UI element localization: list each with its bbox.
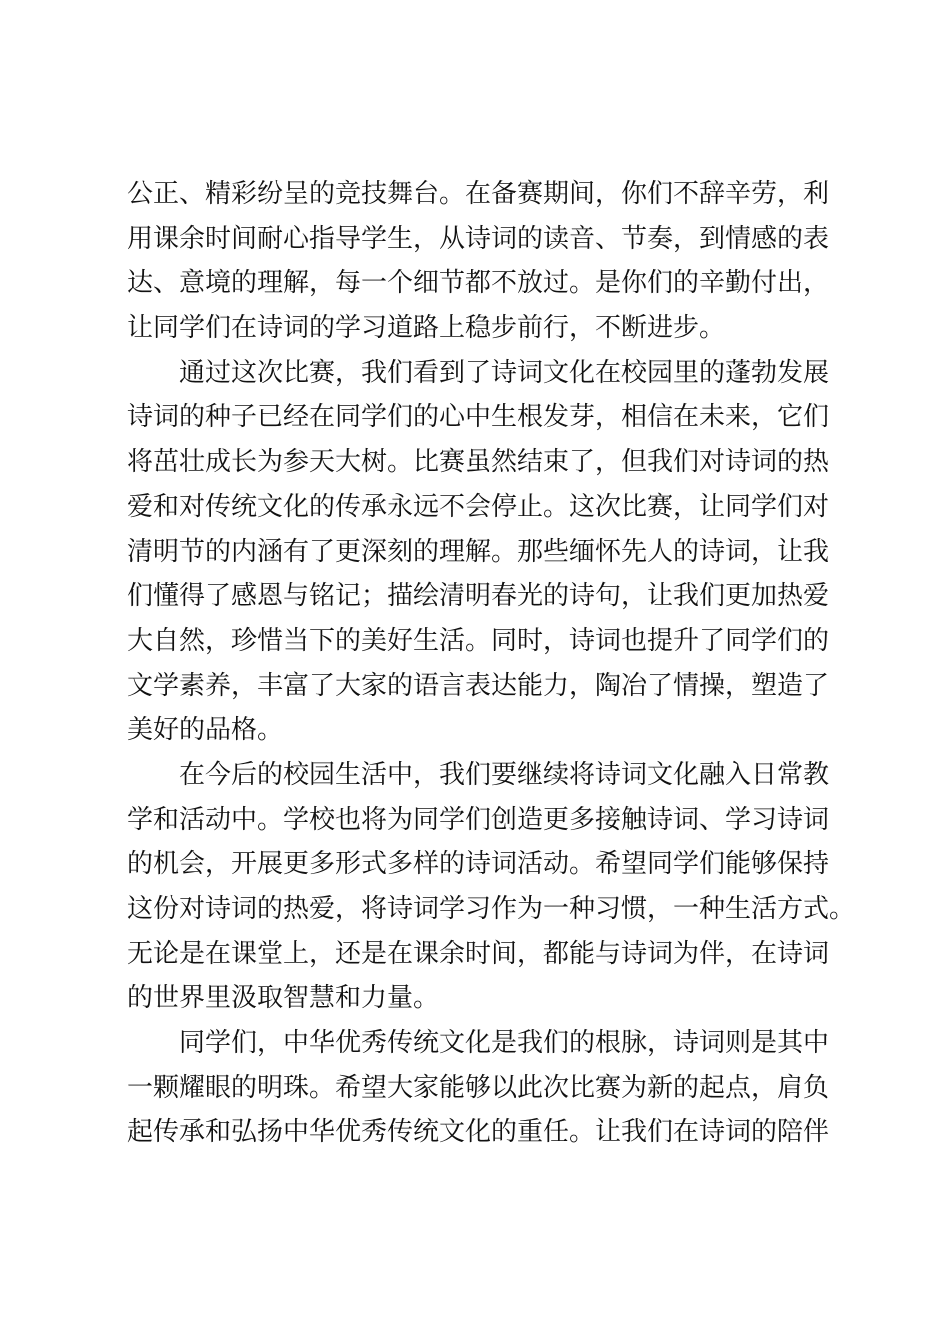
text-line: 通过这次比赛，我们看到了诗词文化在校园里的蓬勃发展 <box>179 357 830 388</box>
text-line: 起传承和弘扬中华优秀传统文化的重任。让我们在诗词的陪伴 <box>127 1117 830 1148</box>
text-line: 文学素养，丰富了大家的语言表达能力，陶冶了情操，塑造了 <box>127 670 830 701</box>
paragraph <box>127 753 856 1021</box>
text-line: 大自然，珍惜当下的美好生活。同时，诗词也提升了同学们的 <box>127 625 830 656</box>
text-line: 诗词的种子已经在同学们的心中生根发芽，相信在未来，它们 <box>127 402 830 433</box>
text-line: 用课余时间耐心指导学生，从诗词的读音、节奏，到情感的表 <box>127 223 830 254</box>
text-line: 让同学们在诗词的学习道路上稳步前行，不断进步。 <box>127 313 726 344</box>
document-body <box>127 172 856 1155</box>
paragraph <box>127 1021 837 1155</box>
text-line: 美好的品格。 <box>127 715 284 746</box>
text-line: 的机会，开展更多形式多样的诗词活动。希望同学们能够保持 <box>127 849 830 880</box>
text-line: 将茁壮成长为参天大树。比赛虽然结束了，但我们对诗词的热 <box>127 447 830 478</box>
text-line: 公正、精彩纷呈的竞技舞台。在备赛期间，你们不辞辛劳，利 <box>127 179 830 209</box>
paragraph <box>127 351 837 753</box>
text-line: 清明节的内涵有了更深刻的理解。那些缅怀先人的诗词，让我 <box>127 536 830 567</box>
text-line: 们懂得了感恩与铭记；描绘清明春光的诗句，让我们更加热爱 <box>127 581 830 612</box>
text-line: 无论是在课堂上，还是在课余时间，都能与诗词为伴，在诗词 <box>127 938 830 969</box>
text-line: 的世界里汲取智慧和力量。 <box>127 983 440 1014</box>
text-line: 爱和对传统文化的传承永远不会停止。这次比赛，让同学们对 <box>127 491 830 522</box>
text-line: 在今后的校园生活中，我们要继续将诗词文化融入日常教 <box>179 759 830 790</box>
paragraph <box>127 172 837 351</box>
text-line: 学和活动中。学校也将为同学们创造更多接触诗词、学习诗词 <box>127 804 830 835</box>
text-line: 达、意境的理解，每一个细节都不放过。是你们的辛勤付出， <box>127 268 830 299</box>
text-line: 同学们，中华优秀传统文化是我们的根脉，诗词则是其中 <box>179 1028 830 1059</box>
text-line: 这份对诗词的热爱，将诗词学习作为一种习惯，一种生活方式。 <box>127 894 856 924</box>
text-line: 一颗耀眼的明珠。希望大家能够以此次比赛为新的起点，肩负 <box>127 1072 830 1103</box>
